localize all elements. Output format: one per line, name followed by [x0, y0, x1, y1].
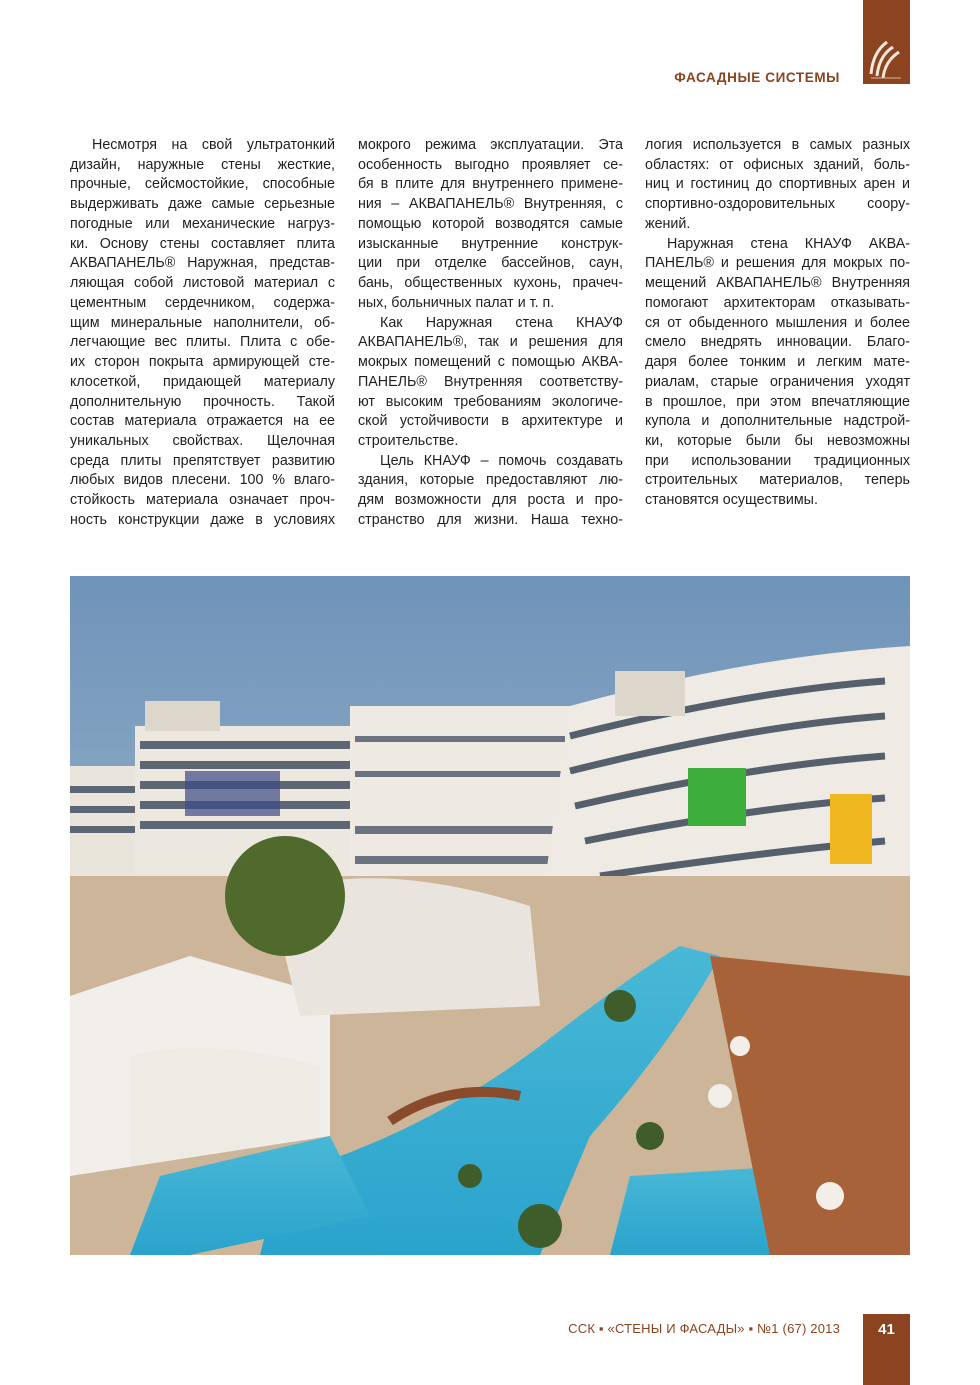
text-line: АКВАПАНЕЛЬ® Наружная, представ-	[70, 255, 335, 272]
text-line: при использовании традиционных	[645, 452, 910, 469]
text-line: состав материала отражается на ее	[70, 413, 335, 430]
text-line: ции при отделке бассейнов, саун,	[358, 255, 623, 272]
text-line: строительстве.	[358, 433, 459, 450]
text-line: ПАНЕЛЬ® и решения для мокрых по-	[645, 255, 910, 272]
text-line: стойкость материала означает проч-	[70, 492, 335, 509]
text-line: ской устойчивости в архитектуре и	[358, 413, 623, 430]
text-line: Как Наружная стена КНАУФ	[380, 314, 623, 331]
text-line: легчающие вес плиты. Плита с обе-	[70, 334, 335, 351]
text-line: помогают архитекторам отказывать-	[645, 294, 910, 311]
text-line: Наружная стена КНАУФ АКВА-	[667, 235, 910, 252]
text-line: помощью которой возводятся самые	[358, 215, 623, 232]
text-line: ют высоким требованиям экологиче-	[358, 393, 623, 410]
text-line: ляющая собой листовой материал с	[70, 275, 335, 292]
text-line: мещений АКВАПАНЕЛЬ® Внутренняя	[645, 275, 910, 292]
text-line: ных, больничных палат и т. п.	[358, 294, 555, 311]
text-line: мокрых помещений с помощью АКВА-	[358, 354, 623, 371]
text-line: смело внедрять инновации. Благо-	[645, 334, 910, 351]
text-line: ность конструкции даже в условиях	[70, 511, 335, 528]
text-line: ниц и гостиниц до спортивных арен и	[645, 176, 910, 193]
text-line: риалам, старые ограничения уходят	[645, 373, 910, 390]
section-title: ФАСАДНЫЕ СИСТЕМЫ	[674, 70, 840, 85]
text-line: бань, общественных кухонь, прачеч-	[358, 275, 623, 292]
text-line: ки, которые были бы невозможны	[645, 433, 910, 450]
text-line: любых видов плесени. 100 % влаго-	[70, 472, 335, 489]
text-line: дополнительную прочность. Такой	[70, 393, 335, 410]
text-line: жений.	[645, 215, 691, 232]
text-line: особенность выгодно проявляет се-	[358, 156, 623, 173]
article-column-1	[70, 136, 335, 531]
text-line: Цель КНАУФ – помочь создавать	[380, 452, 623, 469]
text-line: даря более тонким и легким мате-	[645, 354, 910, 371]
text-line: мокрого режима эксплуатации. Эта	[358, 137, 623, 153]
text-line: АКВАПАНЕЛЬ®, так и решения для	[358, 334, 623, 351]
text-line: бя в плите для внутреннего примене-	[358, 176, 623, 193]
text-line: изысканные внутренние конструк-	[358, 235, 623, 252]
text-line: ния – АКВАПАНЕЛЬ® Внутренняя, с	[358, 196, 623, 213]
text-line: дизайн, наружные стены жесткие,	[70, 156, 335, 173]
text-line: прочные, сейсмостойкие, способные	[70, 176, 335, 193]
page-number: 41	[878, 1321, 895, 1338]
text-line: логия используется в самых разных	[645, 137, 910, 153]
text-line: здания, которые предоставляют лю-	[358, 472, 623, 489]
text-line: погодные или механические нагруз-	[70, 215, 335, 232]
hotel-resort-photo	[70, 576, 910, 1255]
text-line: среда плиты препятствует развитию	[70, 452, 335, 469]
publication-info: ССК ▪ «СТЕНЫ И ФАСАДЫ» ▪ №1 (67) 2013	[568, 1321, 840, 1336]
text-line: становятся осуществимы.	[645, 492, 818, 509]
text-line: купола и дополнительные надстрой-	[645, 413, 910, 430]
arcs-logo-icon	[867, 38, 905, 82]
text-line: в прошлое, при этом впечатляющие	[645, 393, 910, 410]
text-line: спортивно-оздоровительных соору-	[645, 196, 910, 213]
text-line: выдерживать даже самые серьезные	[70, 196, 335, 213]
text-line: ся от обыденного мышления и более	[645, 314, 910, 331]
text-line: щим минеральные наполнители, об-	[70, 314, 335, 331]
text-line: строительных материалов, теперь	[645, 472, 910, 489]
text-line: странство для жизни. Наша техно-	[358, 511, 623, 528]
text-line: ПАНЕЛЬ® Внутренняя соответству-	[358, 373, 623, 390]
text-line: уникальных свойствах. Щелочная	[70, 433, 335, 450]
section-tab	[863, 0, 910, 84]
text-line: клосеткой, придающей материалу	[70, 373, 335, 390]
article-column-3	[645, 136, 910, 511]
text-line: областях: от офисных зданий, боль-	[645, 156, 910, 173]
text-line: их сторон покрыта армирующей сте-	[70, 354, 335, 371]
text-line: цементным сердечником, содержа-	[70, 294, 335, 311]
page-number-tab	[863, 1314, 910, 1385]
text-line: Несмотря на свой ультратонкий	[92, 137, 335, 153]
text-line: ки. Основу стены составляет плита	[70, 235, 335, 252]
article-column-2	[358, 136, 623, 531]
text-line: дям возможности для роста и про-	[358, 492, 623, 509]
